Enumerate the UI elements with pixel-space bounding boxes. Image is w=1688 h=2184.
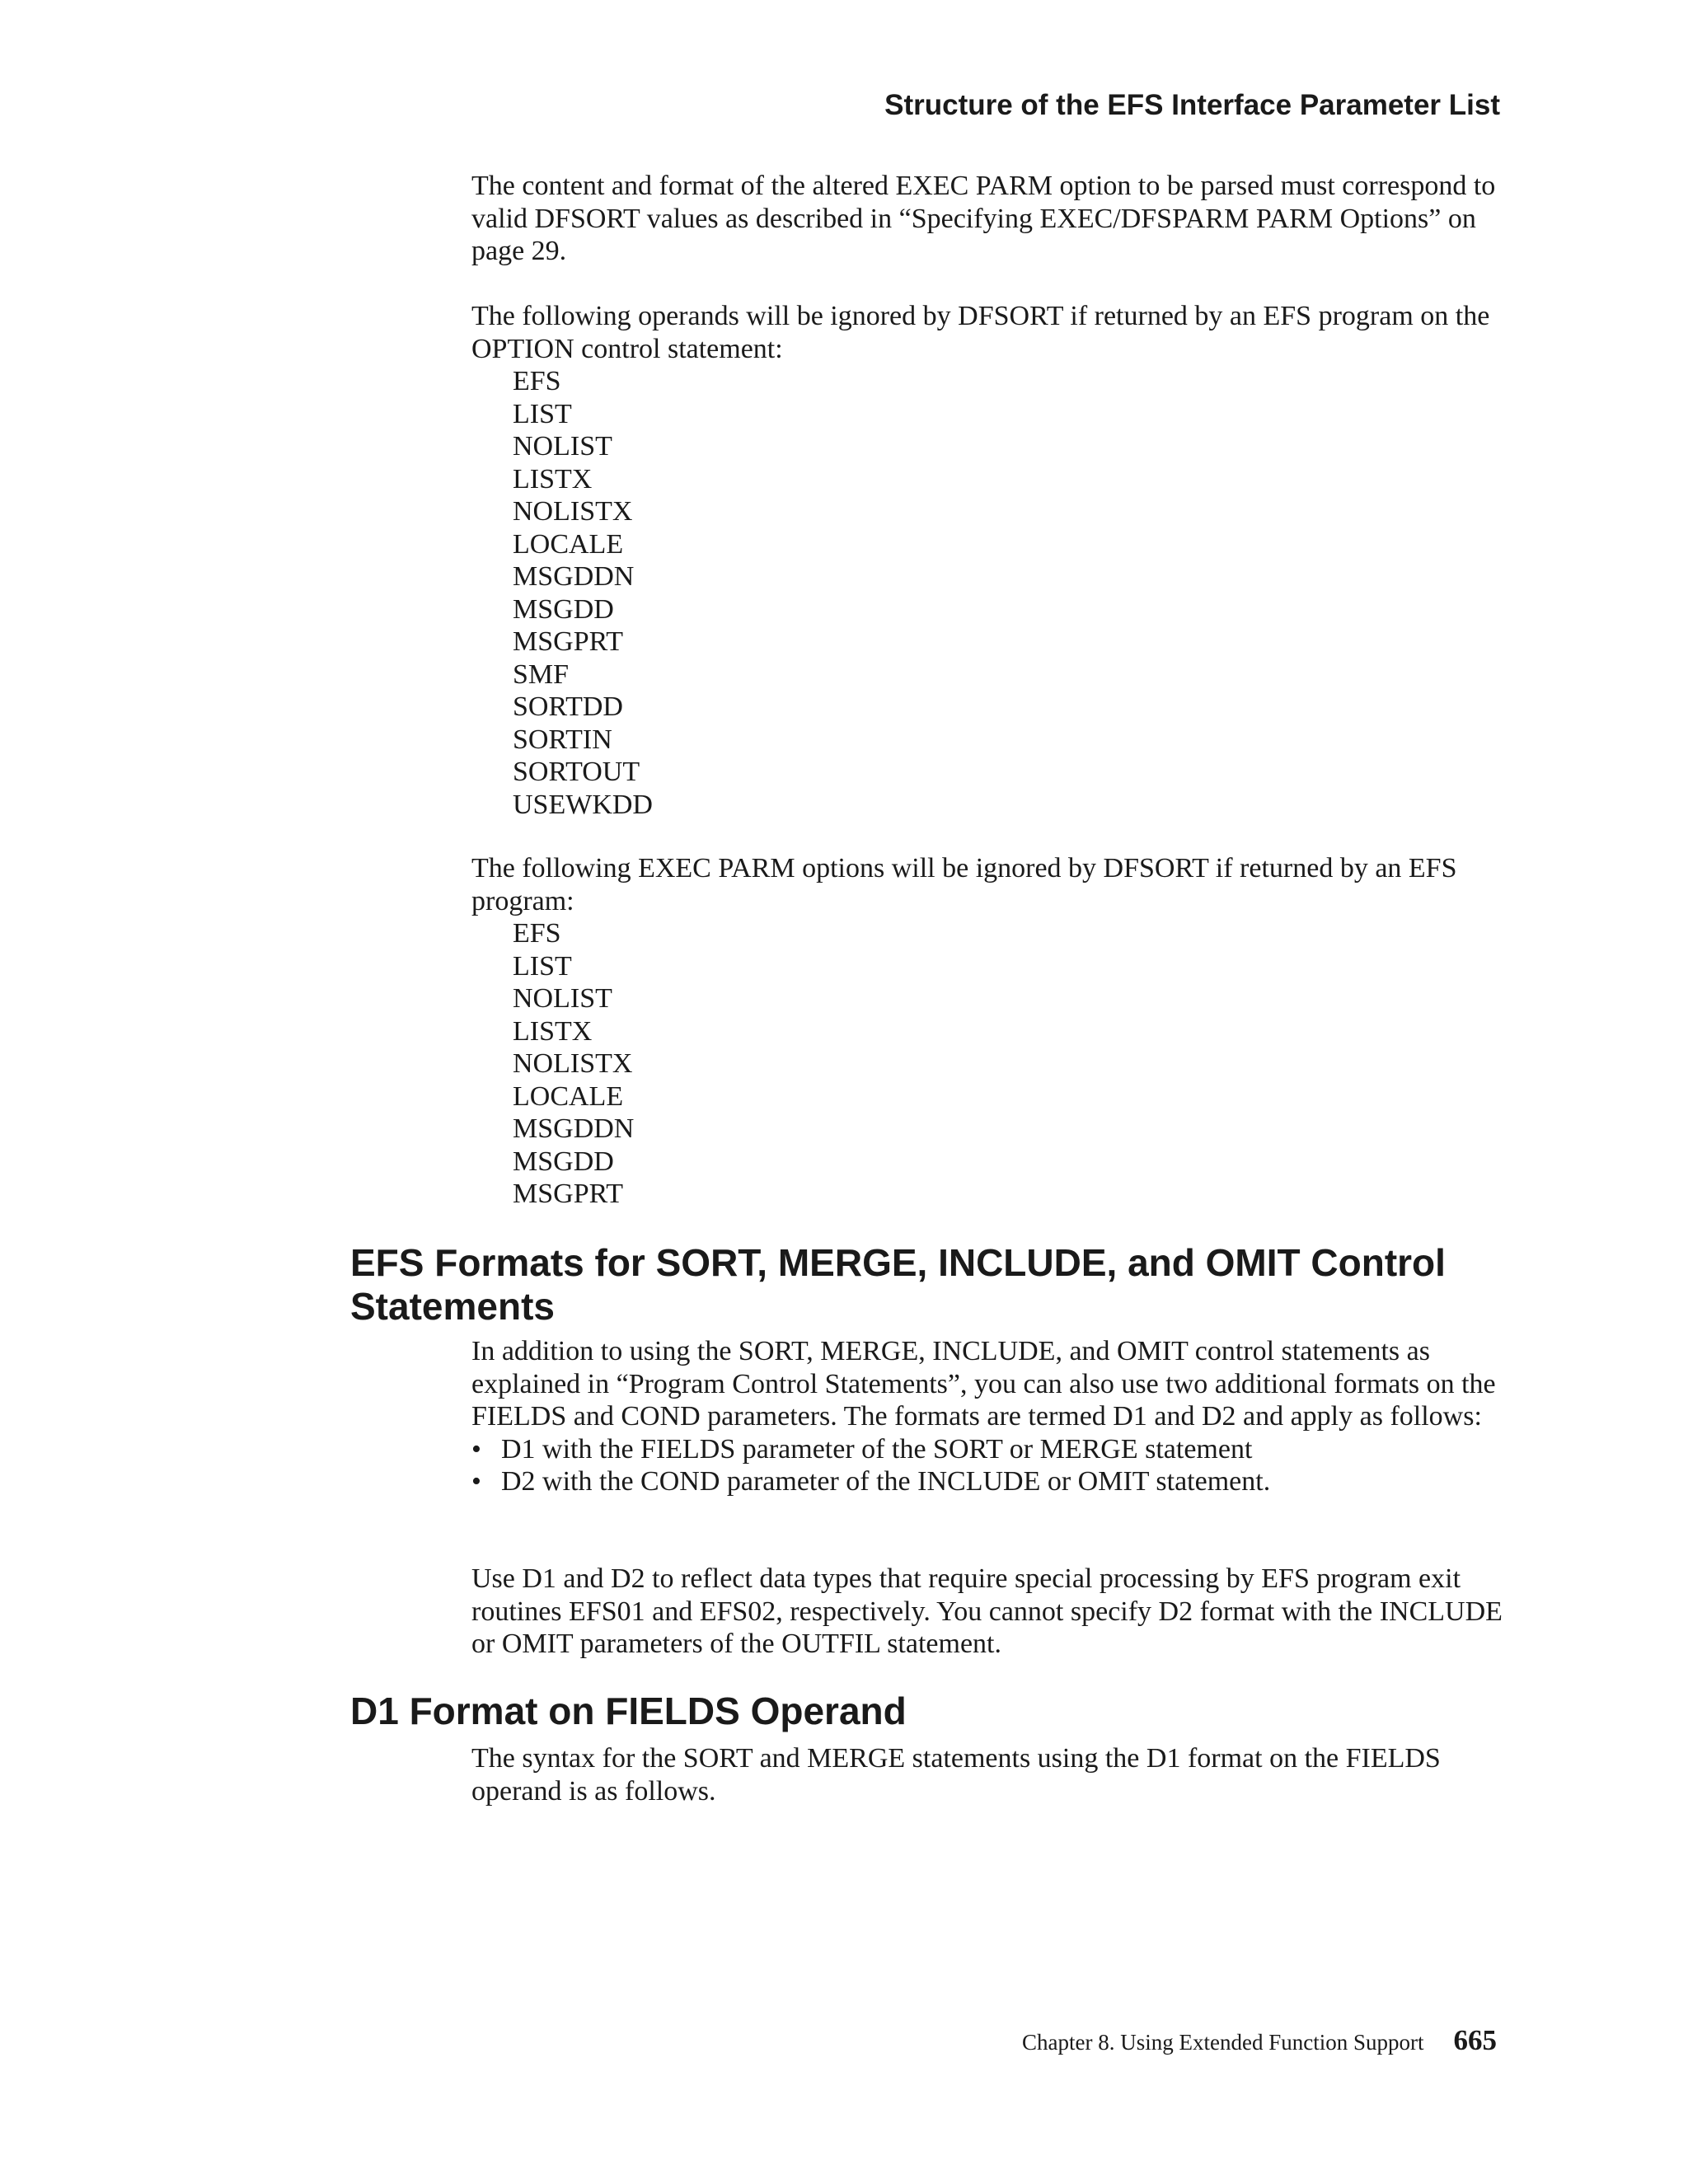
list-item: SORTDD	[513, 691, 623, 722]
list-item: LOCALE	[513, 528, 624, 560]
list-item: NOLISTX	[513, 1048, 633, 1079]
exec-parm-options-list	[471, 917, 1507, 1211]
efs-formats-body-2	[471, 1563, 1507, 1661]
intro-paragraph-3: The following EXEC PARM options will be ignored by DFSORT if returned by an EFS program:	[471, 853, 1457, 916]
section-heading-efs-formats	[350, 1241, 1521, 1329]
efs-formats-paragraph-2: Use D1 and D2 to reflect data types that require special processing by EFS program exit routines EFS01 and EFS02, respectively. You cannot specify D2 format with the INCLUDE or OMIT parameters of the OUTFIL statement.	[471, 1563, 1503, 1659]
list-item: SORTIN	[513, 724, 612, 755]
heading-line-1: EFS Formats for SORT, MERGE, INCLUDE, and OMIT Control	[350, 1241, 1446, 1284]
list-item: NOLIST	[513, 983, 612, 1014]
list-item	[471, 1465, 1507, 1498]
intro-paragraph-2: The following operands will be ignored by DFSORT if returned by an EFS program on the OPTION control statement:	[471, 301, 1490, 364]
list-item: LIST	[513, 398, 572, 429]
option-operands-list	[471, 365, 1507, 821]
efs-formats-body	[471, 1335, 1507, 1498]
list-item: LISTX	[513, 1015, 593, 1047]
list-item: MSGDDN	[513, 1113, 635, 1144]
d1-format-body	[471, 1742, 1507, 1807]
list-item: SORTOUT	[513, 757, 640, 787]
list-item: EFS	[513, 918, 561, 949]
list-item: LISTX	[513, 463, 593, 494]
footer-chapter-title: Chapter 8. Using Extended Function Support	[1022, 2030, 1424, 2055]
list-item: MSGDDN	[513, 561, 635, 592]
list-item: USEWKDD	[513, 789, 653, 820]
page-footer	[1022, 2024, 1497, 2057]
bullet-icon: •	[471, 1466, 481, 1497]
list-item: NOLIST	[513, 431, 612, 462]
list-item: MSGDD	[513, 1146, 614, 1177]
bullet-text: D1 with the FIELDS parameter of the SORT or MERGE statement	[501, 1433, 1253, 1465]
list-item: MSGPRT	[513, 626, 624, 657]
list-item: MSGPRT	[513, 1179, 624, 1209]
intro-paragraph-1: The content and format of the altered EXEC PARM option to be parsed must correspond to valid DFSORT values as described in “Specifying EXEC/DFSPARM PARM Options” on page 29.	[471, 171, 1496, 266]
efs-formats-bullet-list	[471, 1433, 1507, 1498]
exec-parm-options-block	[471, 852, 1507, 1211]
list-item	[471, 1433, 1507, 1466]
intro-block	[471, 170, 1507, 268]
list-item: SMF	[513, 658, 570, 690]
heading-line-2: Statements	[350, 1285, 555, 1328]
running-header: Structure of the EFS Interface Parameter List	[884, 89, 1500, 121]
list-item: LIST	[513, 950, 572, 982]
bullet-text: D2 with the COND parameter of the INCLUDE or OMIT statement.	[501, 1466, 1271, 1497]
efs-formats-paragraph-1: In addition to using the SORT, MERGE, INCLUDE, and OMIT control statements as explained in “Program Control Statements”, you can also use two additional formats on the FIELDS and COND parameters. The formats are termed D1 and D2 and apply as follows:	[471, 1336, 1496, 1432]
list-item: NOLISTX	[513, 496, 633, 527]
d1-format-paragraph-1: The syntax for the SORT and MERGE statements using the D1 format on the FIELDS operand is as follows.	[471, 1743, 1441, 1807]
list-item: EFS	[513, 366, 561, 396]
option-operands-block	[471, 300, 1507, 821]
bullet-icon: •	[471, 1433, 481, 1465]
list-item: LOCALE	[513, 1080, 624, 1112]
list-item: MSGDD	[513, 593, 614, 625]
section-heading-d1-format: D1 Format on FIELDS Operand	[350, 1690, 907, 1732]
page-number: 665	[1453, 2024, 1497, 2056]
